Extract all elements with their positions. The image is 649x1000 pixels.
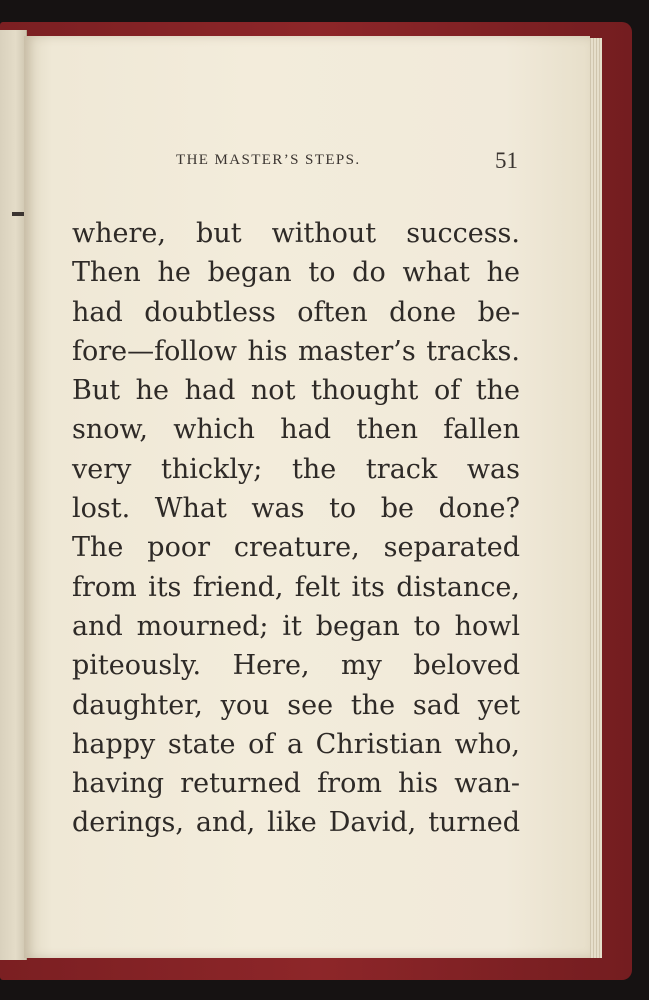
text-line: Then he began to do what he bbox=[72, 257, 520, 289]
left-page-edge bbox=[0, 30, 27, 960]
binding-mark bbox=[12, 212, 24, 216]
text-line: snow, which had then fallen bbox=[72, 414, 520, 446]
text-line: and mourned; it began to howl bbox=[72, 610, 520, 642]
text-line: fore—follow his master’s tracks. bbox=[72, 335, 520, 367]
text-line: happy state of a Christian who, bbox=[72, 728, 520, 760]
text-line: had doubtless often done be- bbox=[72, 296, 520, 328]
running-head: THE MASTER’S STEPS. bbox=[176, 152, 361, 168]
text-line: lost. What was to be done? bbox=[72, 493, 520, 525]
page-number: 51 bbox=[495, 148, 518, 173]
text-line: The poor creature, separated bbox=[72, 532, 520, 564]
text-line: where, but without success. bbox=[72, 218, 520, 249]
text-line: from its friend, felt its distance, bbox=[72, 571, 520, 603]
text-line: But he had not thought of the bbox=[72, 375, 520, 407]
text-line: having returned from his wan- bbox=[72, 768, 520, 800]
page-stack-edge bbox=[588, 38, 602, 958]
text-line: daughter, you see the sad yet bbox=[72, 689, 520, 721]
text-line: piteously. Here, my beloved bbox=[72, 650, 520, 682]
body-text bbox=[72, 214, 520, 843]
text-line: derings, and, like David, turned bbox=[72, 807, 520, 839]
text-line: very thickly; the track was bbox=[72, 453, 520, 485]
